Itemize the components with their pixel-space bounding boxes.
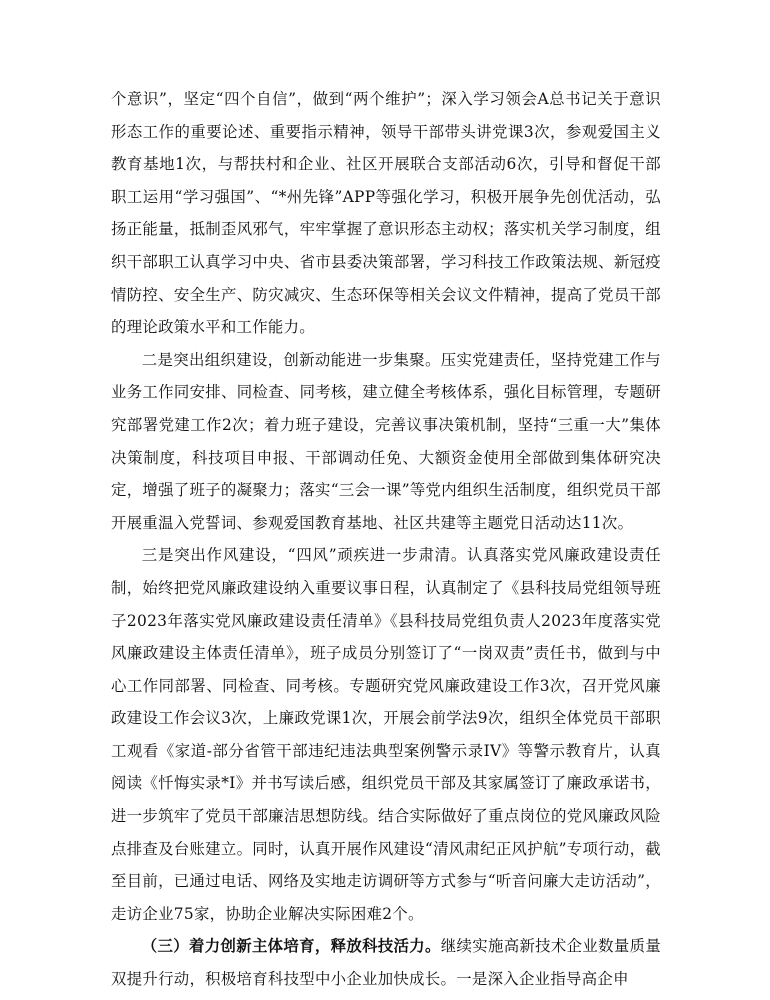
section-body: 继续实施高新技术企业数量质量双提升行动，积极培育科技型中小企业加快成长。一是深入企业指导高企申 — [111, 937, 662, 989]
document-page — [111, 83, 661, 996]
paragraph-work-style: 三是突出作风建设，“四风”顽疾进一步肃清。认真落实党风廉政建设责任制，始终把党风廉政建设纳入重要议事日程，认真制定了《县科技局党组领导班子2023年落实党风廉政建设责任清单》《县科技局党组负责人2023年度落实党风廉政建设主体责任清单》，班子成员分别签订了“一岗双责”责任书，做到与中心工作同部署、同检查、同考核。专题研究党风廉政建设工作3次，召开党风廉政建设工作会议3次，上廉政党课1次，开展会前学法9次，组织全体党员干部职工观看《家道-部分省管干部违纪违法典型案例警示录IV》等警示教育片，认真阅读《忏悔实录*I》并书写读后感，组织党员干部及其家属签订了廉政承诺书，进一步筑牢了党员干部廉洁思想防线。结合实际做好了重点岗位的党风廉政风险点排查及台账建立。同时，认真开展作风建设“清风肃纪正风护航”专项行动，截至目前，已通过电话、网络及实地走访调研等方式参与“听音问廉大走访活动”，走访企业75家，协助企业解决实际困难2个。 — [111, 546, 661, 923]
paragraph-innovation — [111, 930, 661, 995]
section-heading: （三）着力创新主体培育，释放科技活力。 — [141, 937, 441, 956]
paragraph-ideology: 个意识”，坚定“四个自信”，做到“两个维护”；深入学习领会A总书记关于意识形态工作的重要论述、重要指示精神，领导干部带头讲党课3次，参观爱国主义教育基地1次，与帮扶村和企业、社区开展联合支部活动6次，引导和督促干部职工运用“学习强国”、“*州先锋”APP等强化学习，积极开展争先创优活动，弘扬正能量，抵制歪风邪气，牢牢掌握了意识形态主动权；落实机关学习制度，组织干部职工认真学习中央、省市县委决策部署，学习科技工作政策法规、新冠疫情防控、安全生产、防灾减灾、生态环保等相关会议文件精神，提高了党员干部的理论政策水平和工作能力。 — [111, 90, 661, 337]
paragraph-organization: 二是突出组织建设，创新动能进一步集聚。压实党建责任，坚持党建工作与业务工作同安排、同检查、同考核，建立健全考核体系，强化目标管理，专题研究部署党建工作2次；着力班子建设，完善议事决策机制，坚持“三重一大”集体决策制度，科技项目申报、干部调动任免、大额资金使用全部做到集体研究决定，增强了班子的凝聚力；落实“三会一课”等党内组织生活制度，组织党员干部开展重温入党誓词、参观爱国教育基地、社区共建等主题党日活动达11次。 — [111, 350, 661, 532]
